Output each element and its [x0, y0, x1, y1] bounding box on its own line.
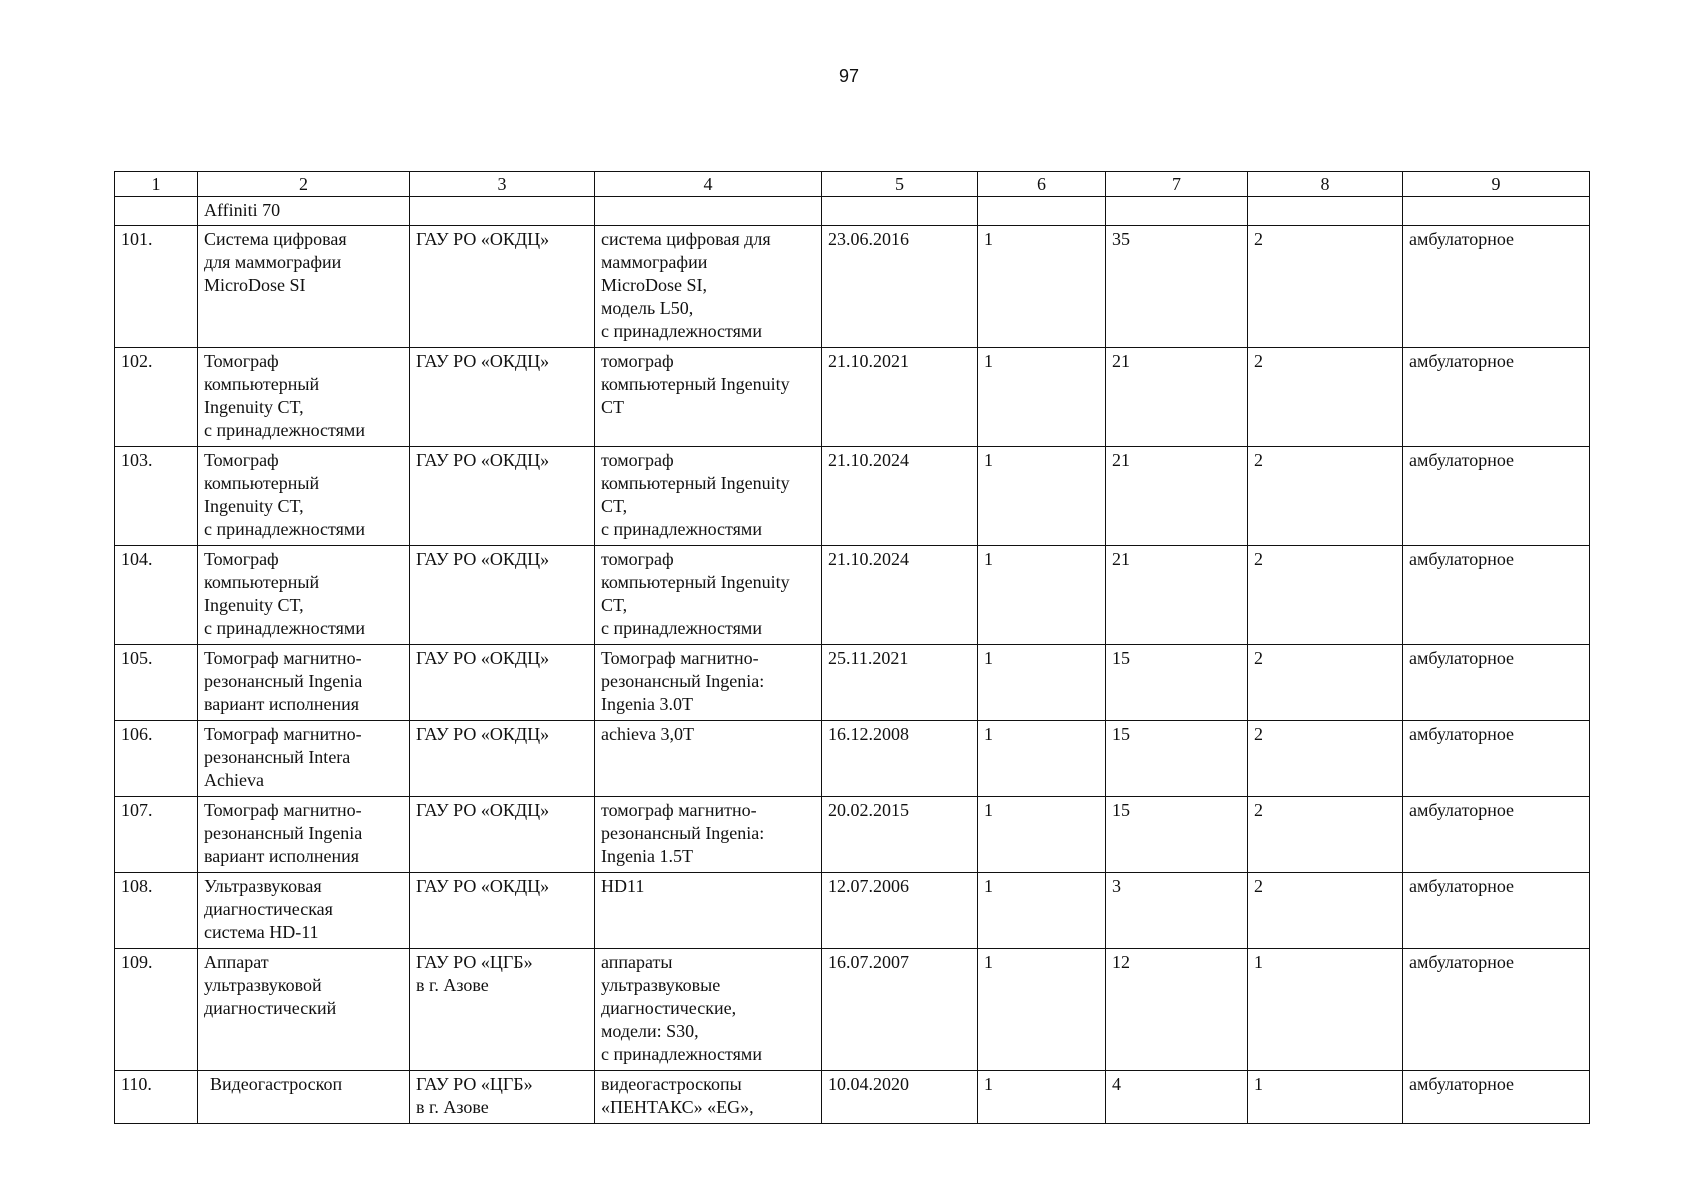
equipment-name: Томограф магнитно- резонансный Ingenia вариант исполнения — [198, 645, 410, 721]
row-number: 106. — [115, 721, 198, 797]
care-condition: амбулаторное — [1403, 1071, 1590, 1124]
column-8-value: 2 — [1248, 226, 1403, 348]
column-7-value: 21 — [1106, 546, 1248, 645]
table-row — [115, 873, 1590, 949]
column-number: 3 — [410, 172, 595, 197]
empty-cell — [595, 197, 822, 226]
quantity: 1 — [978, 797, 1106, 873]
row-number: 110. — [115, 1071, 198, 1124]
column-8-value: 1 — [1248, 949, 1403, 1071]
care-condition: амбулаторное — [1403, 546, 1590, 645]
column-number: 6 — [978, 172, 1106, 197]
model-description: томограф компьютерный Ingenuity CT, с принадлежностями — [595, 546, 822, 645]
organization: ГАУ РО «ОКДЦ» — [410, 546, 595, 645]
care-condition: амбулаторное — [1403, 226, 1590, 348]
commission-date: 10.04.2020 — [822, 1071, 978, 1124]
column-number: 2 — [198, 172, 410, 197]
table-row — [115, 949, 1590, 1071]
commission-date: 16.12.2008 — [822, 721, 978, 797]
organization: ГАУ РО «ОКДЦ» — [410, 721, 595, 797]
table-row — [115, 226, 1590, 348]
column-7-value: 21 — [1106, 447, 1248, 546]
column-8-value: 2 — [1248, 873, 1403, 949]
column-7-value: 12 — [1106, 949, 1248, 1071]
model-description: видеогастроскопы «ПЕНТАКС» «EG», — [595, 1071, 822, 1124]
quantity: 1 — [978, 546, 1106, 645]
equipment-name: Томограф магнитно- резонансный Intera Achieva — [198, 721, 410, 797]
commission-date: 16.07.2007 — [822, 949, 978, 1071]
column-number: 9 — [1403, 172, 1590, 197]
care-condition: амбулаторное — [1403, 348, 1590, 447]
model-description: система цифровая для маммографии MicroDose SI, модель L50, с принадлежностями — [595, 226, 822, 348]
column-7-value: 21 — [1106, 348, 1248, 447]
empty-cell — [822, 197, 978, 226]
model-description: аппараты ультразвуковые диагностические, модели: S30, с принадлежностями — [595, 949, 822, 1071]
organization: ГАУ РО «ОКДЦ» — [410, 645, 595, 721]
column-7-value: 15 — [1106, 721, 1248, 797]
quantity: 1 — [978, 447, 1106, 546]
empty-cell — [115, 197, 198, 226]
column-8-value: 2 — [1248, 797, 1403, 873]
organization: ГАУ РО «ЦГБ» в г. Азове — [410, 1071, 595, 1124]
equipment-name: Аппарат ультразвуковой диагностический — [198, 949, 410, 1071]
table-row — [115, 721, 1590, 797]
care-condition: амбулаторное — [1403, 645, 1590, 721]
care-condition: амбулаторное — [1403, 721, 1590, 797]
column-number: 1 — [115, 172, 198, 197]
column-number: 4 — [595, 172, 822, 197]
empty-cell — [1248, 197, 1403, 226]
equipment-table — [114, 171, 1590, 1124]
model-description: томограф компьютерный Ingenuity CT — [595, 348, 822, 447]
row-number: 103. — [115, 447, 198, 546]
table-row — [115, 797, 1590, 873]
commission-date: 12.07.2006 — [822, 873, 978, 949]
quantity: 1 — [978, 721, 1106, 797]
care-condition: амбулаторное — [1403, 873, 1590, 949]
care-condition: амбулаторное — [1403, 949, 1590, 1071]
model-description: томограф магнитно- резонансный Ingenia: Ingenia 1.5T — [595, 797, 822, 873]
quantity: 1 — [978, 1071, 1106, 1124]
row-number: 108. — [115, 873, 198, 949]
row-number: 109. — [115, 949, 198, 1071]
model-description: томограф компьютерный Ingenuity CT, с принадлежностями — [595, 447, 822, 546]
column-8-value: 2 — [1248, 546, 1403, 645]
organization: ГАУ РО «ОКДЦ» — [410, 348, 595, 447]
table-row — [115, 645, 1590, 721]
table-row — [115, 546, 1590, 645]
commission-date: 20.02.2015 — [822, 797, 978, 873]
equipment-name: Система цифровая для маммографии MicroDose SI — [198, 226, 410, 348]
row-number: 102. — [115, 348, 198, 447]
table-row — [115, 447, 1590, 546]
equipment-name: Томограф компьютерный Ingenuity CT, с принадлежностями — [198, 348, 410, 447]
column-7-value: 35 — [1106, 226, 1248, 348]
commission-date: 21.10.2024 — [822, 546, 978, 645]
quantity: 1 — [978, 645, 1106, 721]
column-8-value: 2 — [1248, 348, 1403, 447]
quantity: 1 — [978, 873, 1106, 949]
empty-cell — [1106, 197, 1248, 226]
equipment-name: Ультразвуковая диагностическая система HD-11 — [198, 873, 410, 949]
model-description: Томограф магнитно- резонансный Ingenia: Ingenia 3.0T — [595, 645, 822, 721]
page-number: 97 — [838, 66, 860, 86]
column-7-value: 3 — [1106, 873, 1248, 949]
column-number-row — [115, 172, 1590, 197]
equipment-name: Томограф магнитно- резонансный Ingenia вариант исполнения — [198, 797, 410, 873]
empty-cell — [978, 197, 1106, 226]
organization: ГАУ РО «ОКДЦ» — [410, 797, 595, 873]
column-8-value: 2 — [1248, 447, 1403, 546]
column-7-value: 4 — [1106, 1071, 1248, 1124]
equipment-name: Томограф компьютерный Ingenuity CT, с принадлежностями — [198, 447, 410, 546]
organization: ГАУ РО «ЦГБ» в г. Азове — [410, 949, 595, 1071]
column-number: 7 — [1106, 172, 1248, 197]
table-row — [115, 1071, 1590, 1124]
care-condition: амбулаторное — [1403, 797, 1590, 873]
commission-date: 25.11.2021 — [822, 645, 978, 721]
quantity: 1 — [978, 348, 1106, 447]
column-7-value: 15 — [1106, 797, 1248, 873]
row-number: 101. — [115, 226, 198, 348]
row-number: 107. — [115, 797, 198, 873]
row-number: 104. — [115, 546, 198, 645]
table-row — [115, 348, 1590, 447]
equipment-name: Affiniti 70 — [198, 197, 410, 226]
column-number: 5 — [822, 172, 978, 197]
empty-cell — [410, 197, 595, 226]
column-number: 8 — [1248, 172, 1403, 197]
column-8-value: 1 — [1248, 1071, 1403, 1124]
column-8-value: 2 — [1248, 721, 1403, 797]
quantity: 1 — [978, 949, 1106, 1071]
care-condition: амбулаторное — [1403, 447, 1590, 546]
empty-cell — [1403, 197, 1590, 226]
column-8-value: 2 — [1248, 645, 1403, 721]
organization: ГАУ РО «ОКДЦ» — [410, 873, 595, 949]
equipment-name: Томограф компьютерный Ingenuity CT, с принадлежностями — [198, 546, 410, 645]
row-number: 105. — [115, 645, 198, 721]
quantity: 1 — [978, 226, 1106, 348]
model-description: HD11 — [595, 873, 822, 949]
equipment-name: Видеогастроскоп — [198, 1071, 410, 1124]
organization: ГАУ РО «ОКДЦ» — [410, 447, 595, 546]
commission-date: 21.10.2021 — [822, 348, 978, 447]
commission-date: 21.10.2024 — [822, 447, 978, 546]
continuation-row — [115, 197, 1590, 226]
model-description: achieva 3,0T — [595, 721, 822, 797]
organization: ГАУ РО «ОКДЦ» — [410, 226, 595, 348]
commission-date: 23.06.2016 — [822, 226, 978, 348]
column-7-value: 15 — [1106, 645, 1248, 721]
